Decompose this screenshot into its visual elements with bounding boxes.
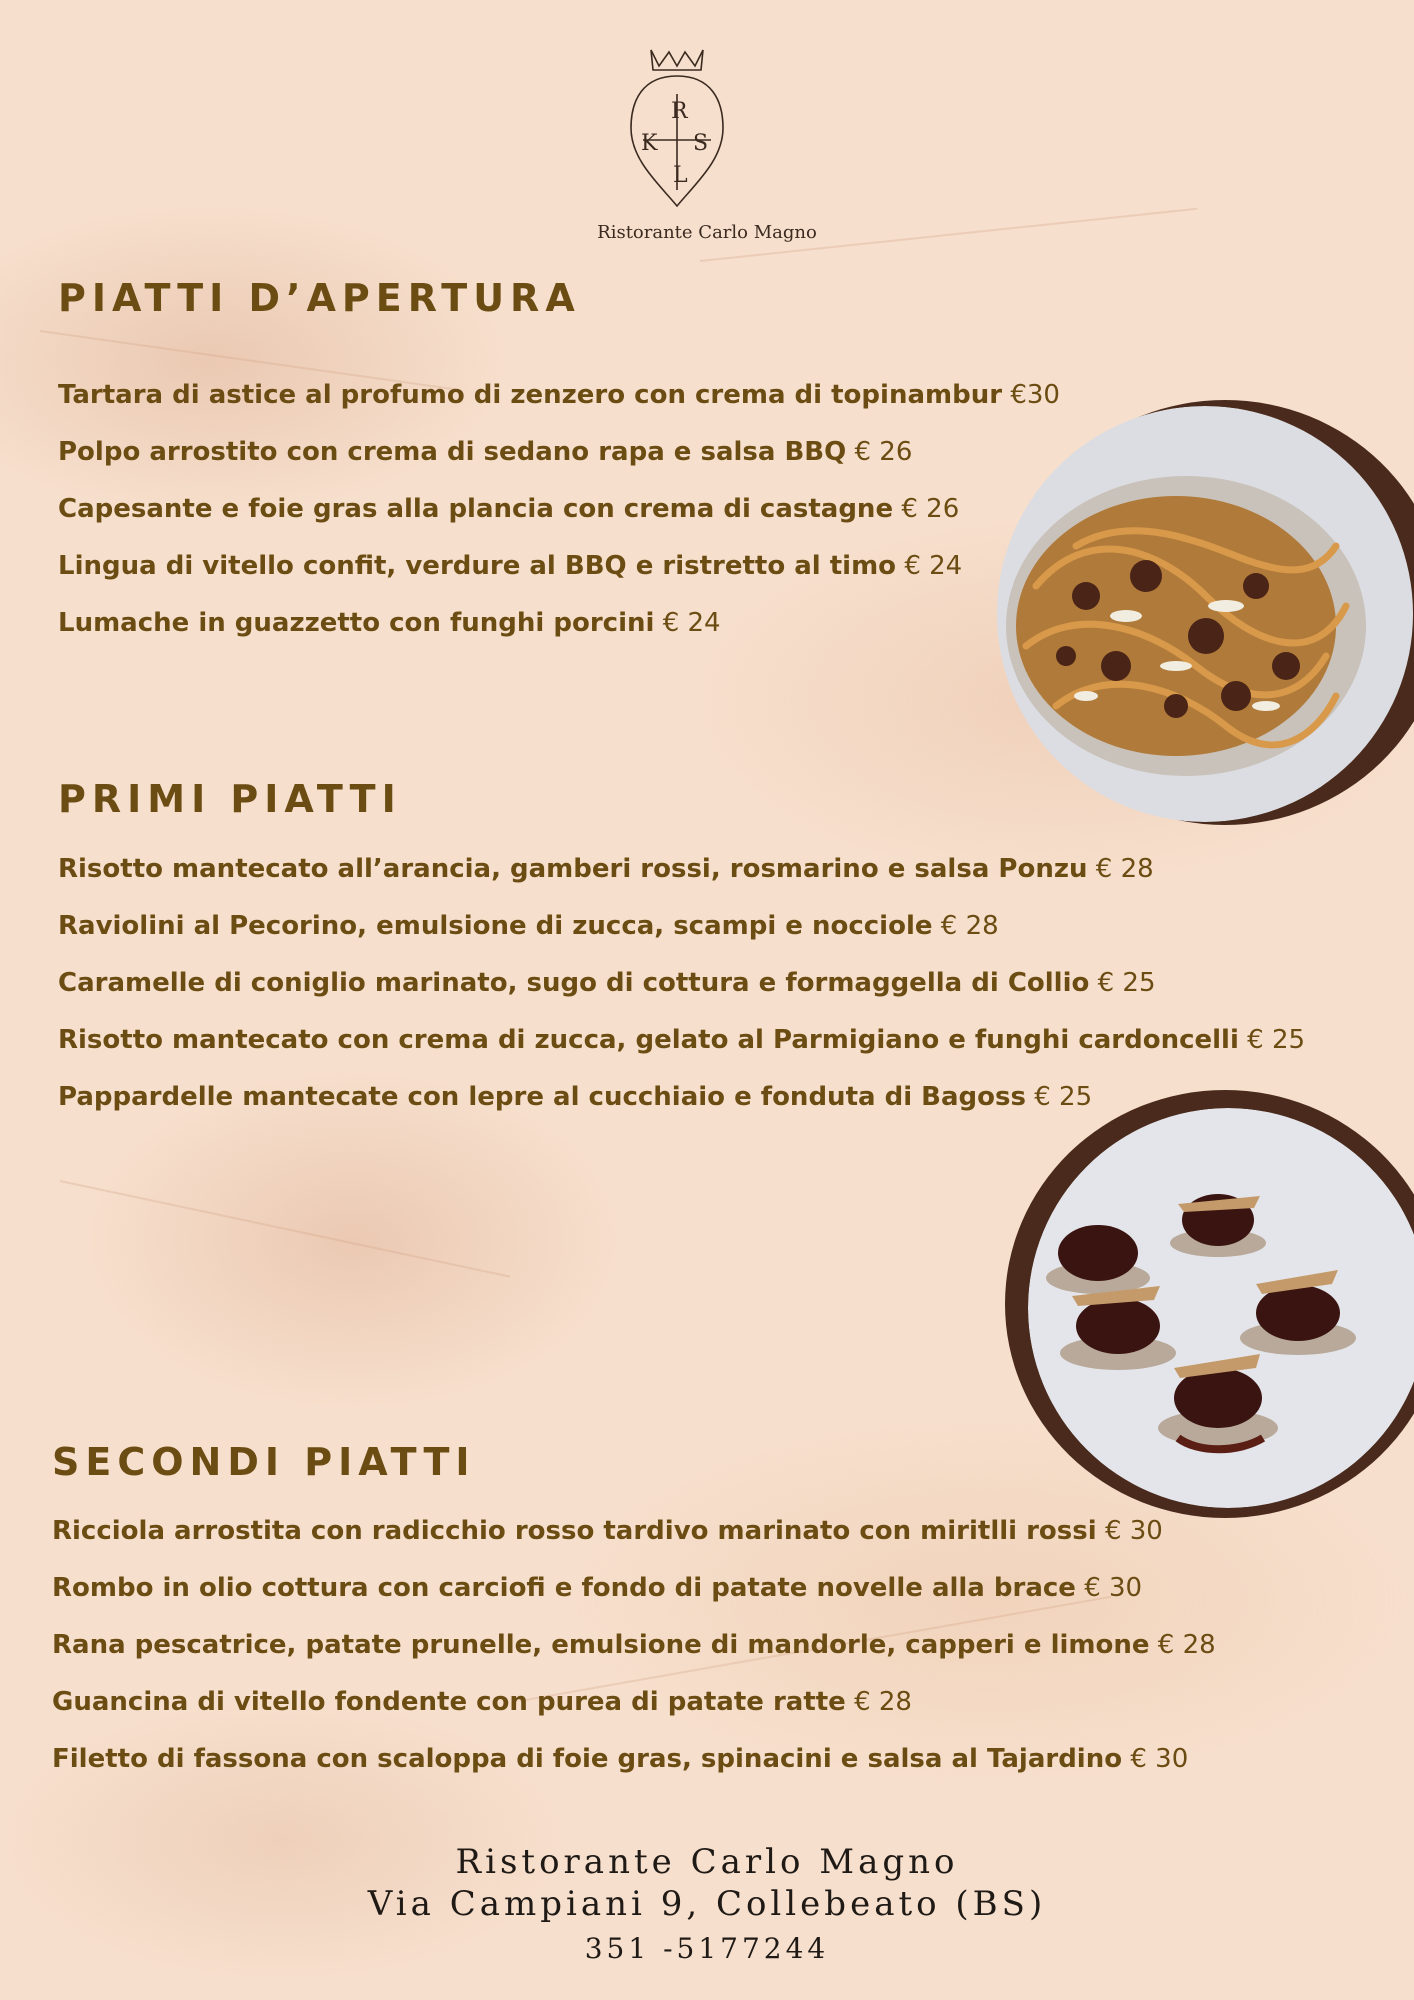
menu-list-primi bbox=[58, 841, 1305, 1126]
restaurant-logo-crest bbox=[617, 36, 737, 216]
logo-letter: L bbox=[673, 163, 688, 188]
dish-name: Lingua di vitello confit, verdure al BBQ e ristretto al timo bbox=[58, 551, 897, 581]
dish-name: Guancina di vitello fondente con purea di patate ratte bbox=[52, 1687, 846, 1717]
dish-name: Capesante e foie gras alla plancia con crema di castagne bbox=[58, 494, 894, 524]
dish-name: Raviolini al Pecorino, emulsione di zucca, scampi e nocciole bbox=[58, 911, 933, 941]
menu-item bbox=[58, 481, 1060, 538]
marble-vein bbox=[60, 1180, 510, 1278]
section-title-secondi: SECONDI PIATTI bbox=[52, 1440, 476, 1484]
dish-price: € 28 bbox=[854, 1687, 912, 1717]
logo-letter: K bbox=[641, 131, 658, 156]
menu-item bbox=[58, 841, 1305, 898]
menu-item bbox=[52, 1731, 1216, 1788]
dish-name: Lumache in guazzetto con funghi porcini bbox=[58, 608, 655, 638]
menu-item bbox=[58, 424, 1060, 481]
footer-restaurant-name: Ristorante Carlo Magno bbox=[455, 1842, 959, 1882]
dish-name: Caramelle di coniglio marinato, sugo di cottura e formaggella di Collio bbox=[58, 968, 1090, 998]
menu-list-secondi bbox=[52, 1503, 1216, 1788]
dish-name: Tartara di astice al profumo di zenzero con crema di topinambur bbox=[58, 380, 1003, 410]
section-title-antipasti: PIATTI D’APERTURA bbox=[58, 276, 581, 320]
menu-item bbox=[58, 1069, 1305, 1126]
dish-name: Rana pescatrice, patate prunelle, emulsione di mandorle, capperi e limone bbox=[52, 1630, 1150, 1660]
dish-price: € 28 bbox=[1157, 1630, 1216, 1660]
menu-item bbox=[58, 595, 1060, 652]
dish-price: € 30 bbox=[1084, 1573, 1143, 1603]
menu-item bbox=[52, 1674, 1216, 1731]
dish-price: € 25 bbox=[1247, 1025, 1306, 1055]
menu-item bbox=[52, 1617, 1216, 1674]
dish-name: Filetto di fassona con scaloppa di foie gras, spinacini e salsa al Tajardino bbox=[52, 1744, 1123, 1774]
dish-price: € 25 bbox=[1034, 1082, 1093, 1112]
menu-item bbox=[58, 367, 1060, 424]
logo-letter: R bbox=[671, 99, 688, 124]
dish-price: € 26 bbox=[854, 437, 913, 467]
logo-restaurant-name: Ristorante Carlo Magno bbox=[597, 222, 817, 243]
logo-letter: S bbox=[693, 131, 709, 156]
menu-item bbox=[52, 1503, 1216, 1560]
dish-name: Rombo in olio cottura con carciofi e fondo di patate novelle alla brace bbox=[52, 1573, 1076, 1603]
dish-price: € 30 bbox=[1130, 1744, 1189, 1774]
dish-price: € 25 bbox=[1097, 968, 1156, 998]
menu-item bbox=[58, 955, 1305, 1012]
section-title-primi: PRIMI PIATTI bbox=[58, 777, 402, 821]
dish-name: Ricciola arrostita con radicchio rosso tardivo marinato con miritlli rossi bbox=[52, 1516, 1097, 1546]
dish-name: Polpo arrostito con crema di sedano rapa e salsa BBQ bbox=[58, 437, 847, 467]
menu-item bbox=[58, 538, 1060, 595]
dish-price: € 26 bbox=[901, 494, 960, 524]
menu-list-antipasti bbox=[58, 367, 1060, 652]
menu-item bbox=[52, 1560, 1216, 1617]
dish-price: € 24 bbox=[904, 551, 963, 581]
dish-price: € 28 bbox=[940, 911, 999, 941]
dish-name: Risotto mantecato con crema di zucca, gelato al Parmigiano e funghi cardoncelli bbox=[58, 1025, 1239, 1055]
menu-item bbox=[58, 898, 1305, 955]
dish-name: Pappardelle mantecate con lepre al cucchiaio e fonduta di Bagoss bbox=[58, 1082, 1026, 1112]
footer-phone: 351 -5177244 bbox=[584, 1932, 830, 1965]
dish-price: € 24 bbox=[662, 608, 721, 638]
dish-price: €30 bbox=[1010, 380, 1060, 410]
beef-cheek-dish-photo bbox=[1028, 1108, 1414, 1508]
footer-address: Via Campiani 9, Collebeato (BS) bbox=[367, 1884, 1047, 1924]
dish-name: Risotto mantecato all’arancia, gamberi rossi, rosmarino e salsa Ponzu bbox=[58, 854, 1088, 884]
dish-price: € 30 bbox=[1104, 1516, 1163, 1546]
dish-price: € 28 bbox=[1095, 854, 1154, 884]
menu-item bbox=[58, 1012, 1305, 1069]
